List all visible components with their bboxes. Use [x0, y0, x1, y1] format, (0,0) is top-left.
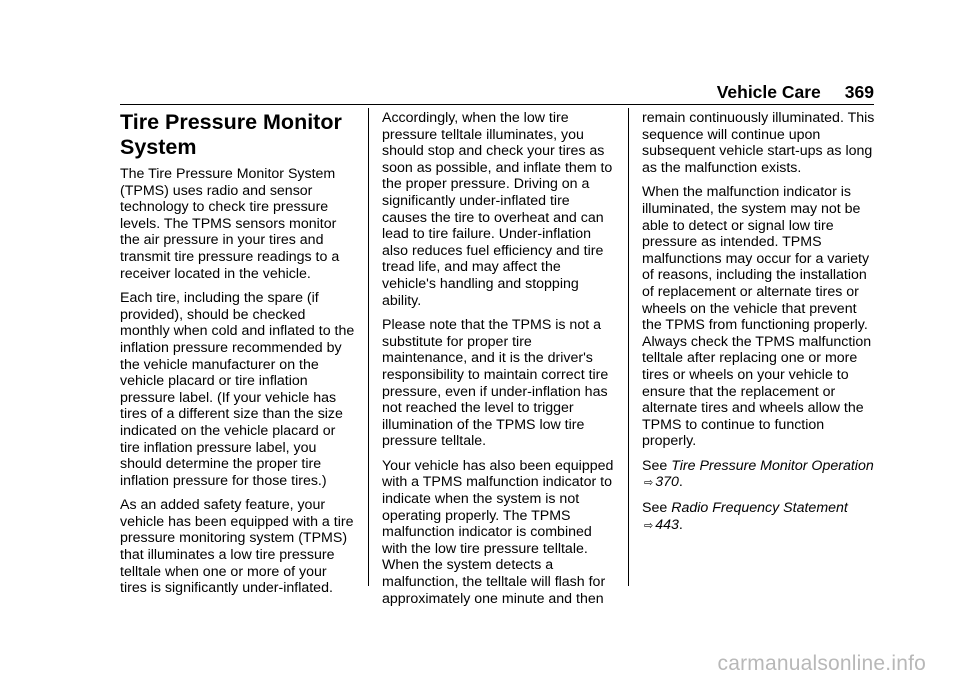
period: .	[678, 516, 683, 533]
paragraph: Each tire, including the spare (if provided), should be checked monthly when cold and inflated to the inflation pressure recommended by the vehicle manufacturer on the vehicle placard or tire inflation pressure label. (If your vehicle has tires of a different size than the size indicated on the vehicle placard or tire inflation pressure label, you should determine the proper tire inflation pressure for those tires.)	[120, 290, 355, 489]
paragraph: Accordingly, when the low tire pressure telltale illuminates, you should stop and check your tires as soon as possible, and inflate them to the proper pressure. Driving on a significantly under-inflated tire causes the tire to overheat and can lead to tire failure. Under-inflation also reduces fuel efficiency and tire tread life, and may affect the vehicle's handling and stopping ability.	[382, 110, 613, 309]
see-label: See	[642, 500, 668, 517]
section-title: Vehicle Care	[716, 82, 821, 102]
column-divider	[628, 108, 629, 586]
paragraph: When the malfunction indicator is illuminated, the system may not be able to detect or signal low tire pressure as intended. TPMS malfunctions may occur for a variety of reasons, including the installation of replacement or alternate tires or wheels on the vehicle that prevent the TPMS from functioning properly. Always check the TPMS malfunction telltale after replacing one or more tires or wheels on your vehicle to ensure that the replacement or alternate tires and wheels allow the TPMS to continue to function properly.	[642, 184, 872, 450]
page-arrow-icon: ⇨	[644, 519, 654, 532]
paragraph: As an added safety feature, your vehicle has been equipped with a tire pressure monitoring system (TPMS) that illuminates a low tire pressure telltale when one or more of your tires is significantly under-inflated.	[120, 497, 354, 597]
header-rule	[120, 104, 874, 105]
reference-title[interactable]: Tire Pressure Monitor Operation	[671, 457, 874, 474]
reference-title[interactable]: Radio Frequency Statement	[671, 500, 848, 517]
cross-reference-link[interactable]	[642, 458, 874, 491]
paragraph: The Tire Pressure Monitor System (TPMS) uses radio and sensor technology to check tire pressure levels. The TPMS sensors monitor the air pressure in your tires and transmit tire pressure readings to a receiver located in the vehicle.	[120, 166, 340, 282]
see-reference-radio-frequency	[642, 500, 878, 534]
column-1	[120, 110, 356, 605]
see-reference-tpms-operation	[642, 458, 878, 492]
watermark: carmanualsonline.info	[717, 652, 926, 675]
column-3	[642, 110, 878, 542]
paragraph: Please note that the TPMS is not a substitute for proper tire maintenance, and it is the driver's responsibility to maintain correct tire pressure, even if under-inflation has not reached the level to trigger illumination of the TPMS low tire pressure telltale.	[382, 317, 609, 450]
page-header	[717, 82, 874, 103]
reference-page[interactable]: 443	[655, 516, 679, 533]
section-heading: Tire Pressure Monitor System	[120, 110, 342, 159]
cross-reference-link[interactable]	[642, 500, 848, 533]
column-2	[382, 110, 618, 615]
page-number: 369	[844, 82, 874, 102]
column-divider	[368, 108, 369, 586]
paragraph: remain continuously illuminated. This sequence will continue upon subsequent vehicle start-ups as long as the malfunction exists.	[642, 110, 875, 176]
paragraph: Your vehicle has also been equipped with a TPMS malfunction indicator to indicate when the system is not operating properly. The TPMS malfunction indicator is combined with the low tire pressure telltale. When the system detects a malfunction, the telltale will flash for approximately one minute and then	[382, 457, 614, 607]
page-arrow-icon: ⇨	[644, 477, 654, 490]
see-label: See	[642, 457, 668, 474]
reference-page[interactable]: 370	[655, 474, 679, 491]
period: .	[678, 474, 683, 491]
